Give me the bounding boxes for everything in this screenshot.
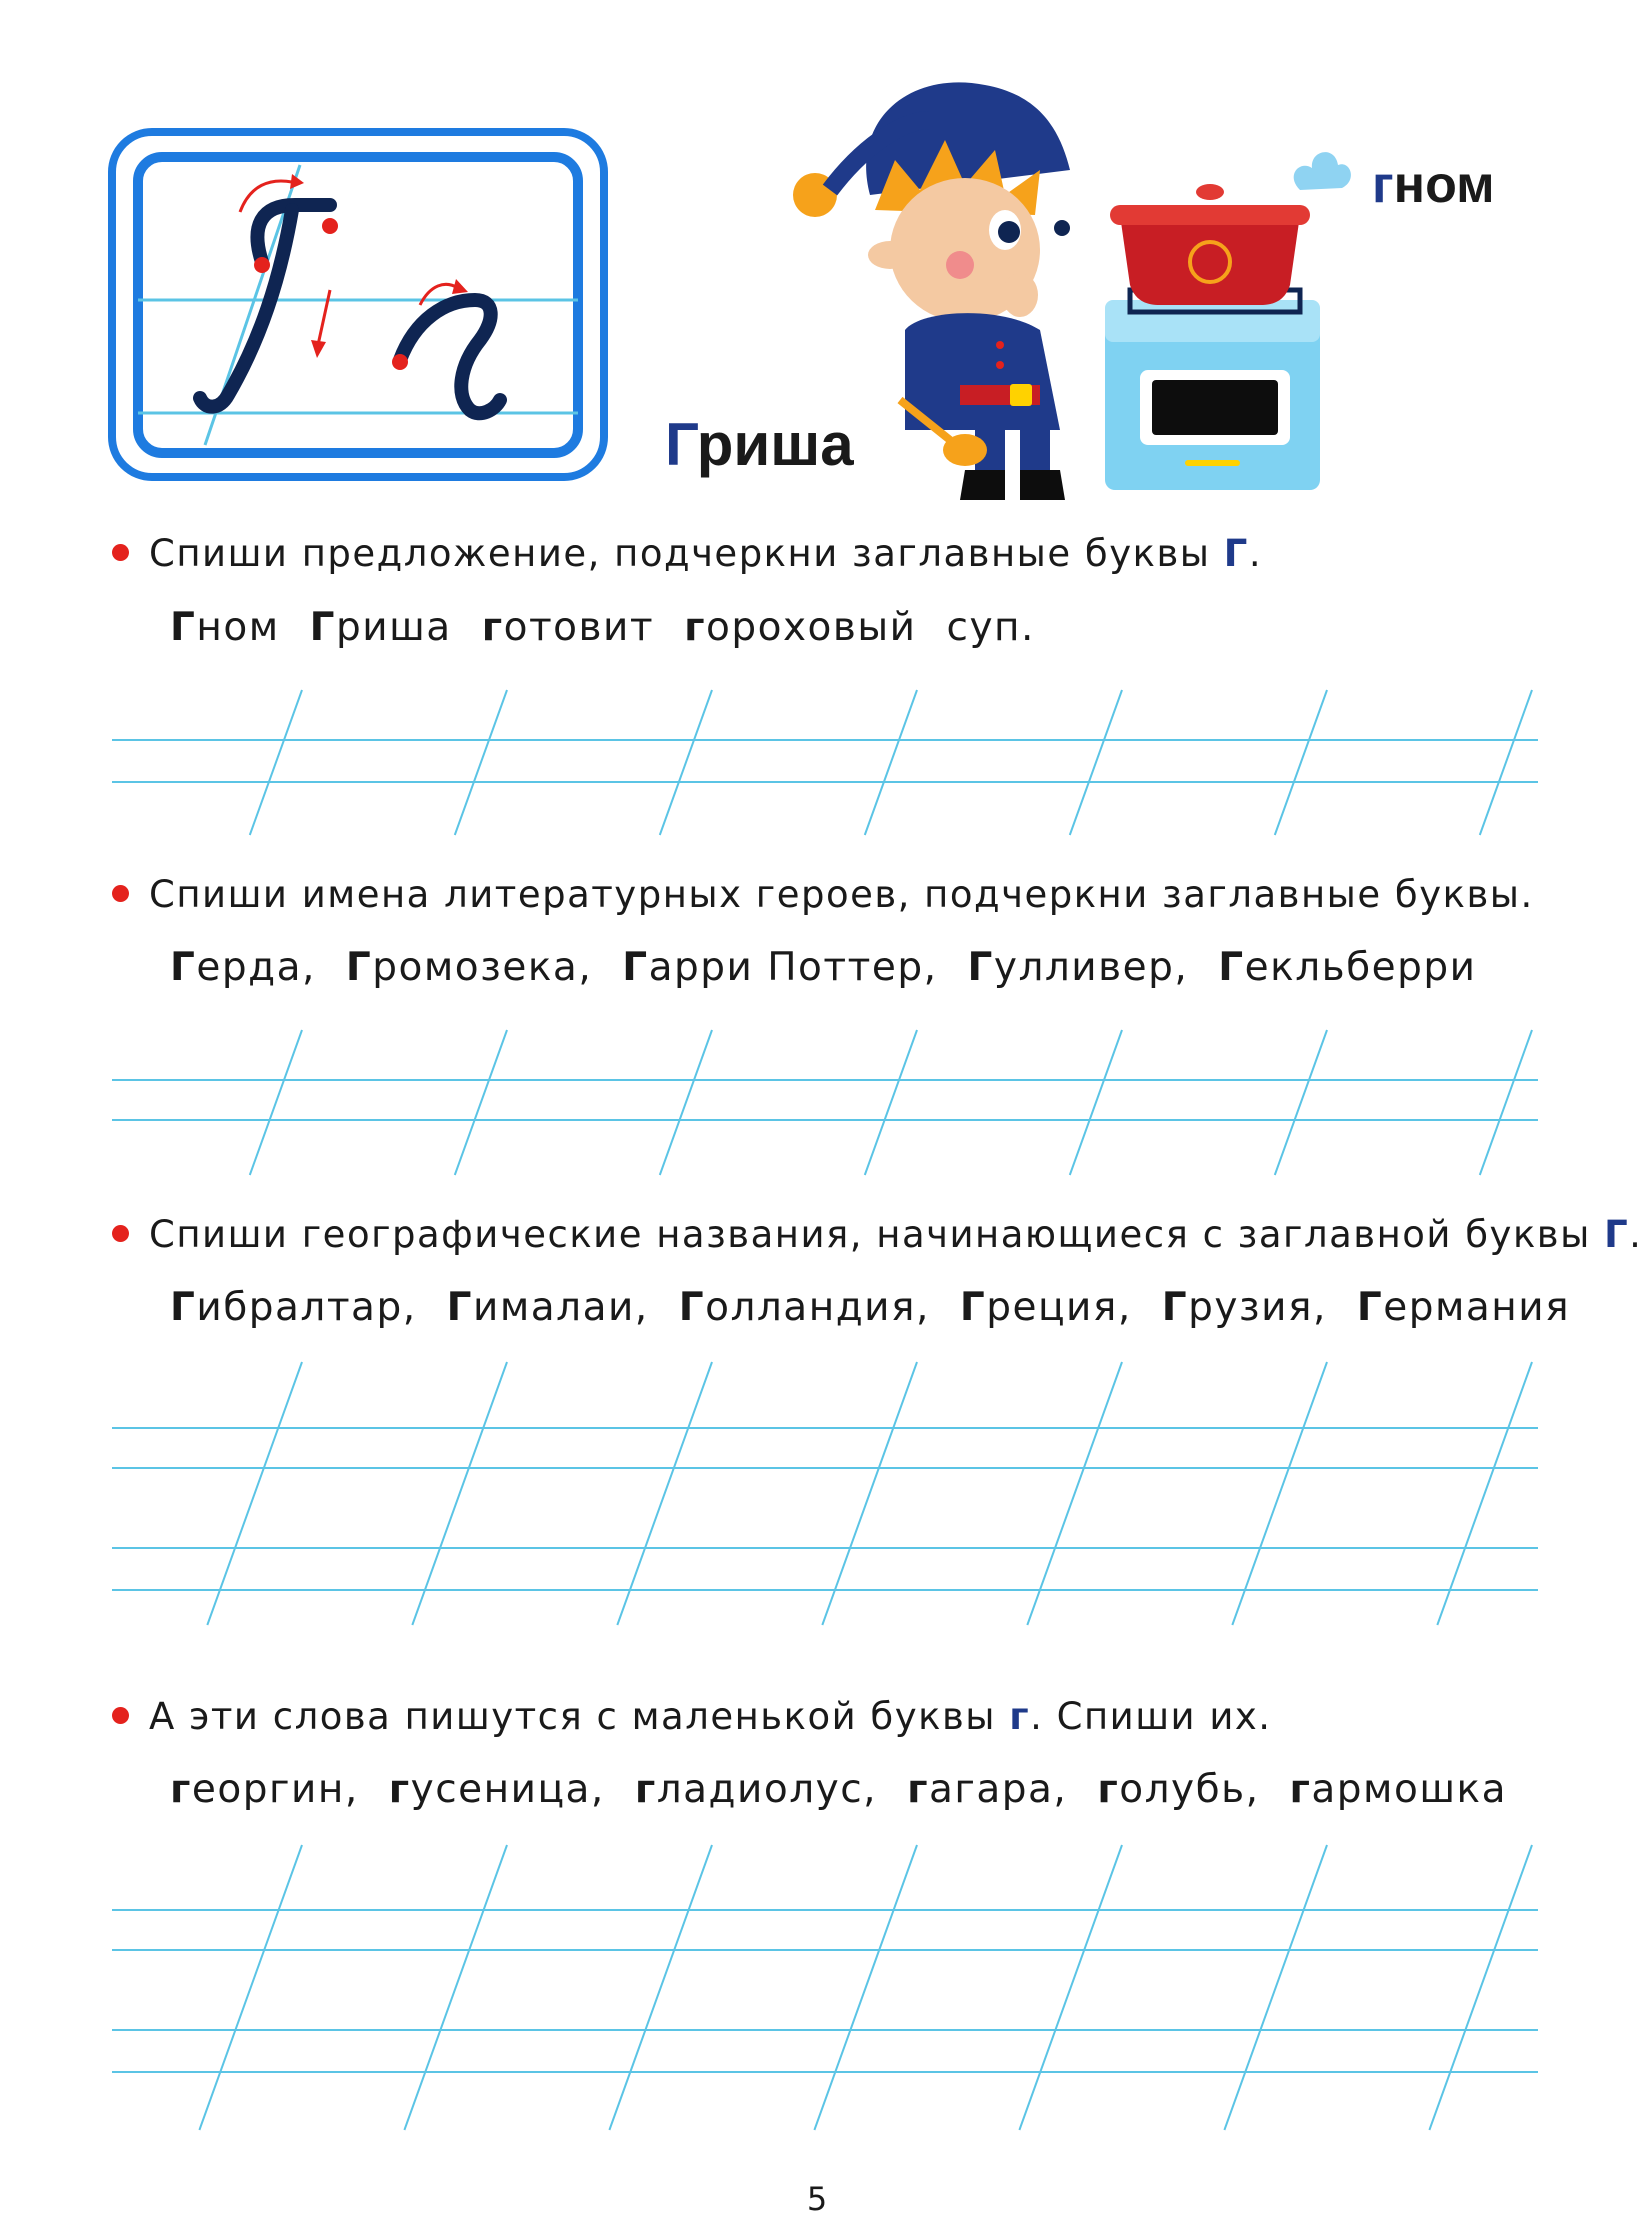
slant-line [1480,1030,1532,1175]
slant-line [1019,1845,1122,2130]
slant-line [1070,690,1122,835]
example-word: Герда, [170,945,316,990]
slant-line [660,690,712,835]
slant-line [455,1030,507,1175]
slant-line [822,1362,917,1625]
bullet-icon [112,885,129,902]
instruction-1: Спиши предложение, подчеркни заглавные буквы Г. [112,532,1262,575]
slant-line [609,1845,712,2130]
slant-line [865,1030,917,1175]
example-word: Грузия, [1161,1285,1327,1330]
slant-line [814,1845,917,2130]
example-word: Гарри Поттер, [622,945,938,990]
slant-line [1480,690,1532,835]
example-word: Гималаи, [446,1285,649,1330]
example-word: Греция, [959,1285,1132,1330]
slant-line [1275,1030,1327,1175]
example-words-4 [170,1767,1537,1812]
example-word: суп. [946,605,1035,650]
example-word: гладиолус, [634,1767,878,1812]
instruction-2: Спиши имена литературных героев, подчеркни заглавные буквы. [112,873,1534,916]
example-word: голубь, [1097,1767,1260,1812]
example-word: гармошка [1289,1767,1507,1812]
example-words-3 [170,1285,1600,1330]
slant-line [1437,1362,1532,1625]
slant-line [412,1362,507,1625]
bullet-icon [112,1225,129,1242]
slant-line [404,1845,507,2130]
name-label: Гриша [665,411,854,478]
example-word: гагара, [907,1767,1068,1812]
slant-line [199,1845,302,2130]
instruction-4: А эти слова пишутся с маленькой буквы г. Спиши их. [112,1695,1272,1738]
word-label: гном [1372,156,1495,214]
slant-line [455,690,507,835]
example-word: готовит [481,605,655,650]
slant-line [865,690,917,835]
slant-line [250,1030,302,1175]
example-word: Голландия, [678,1285,930,1330]
example-words-2 [170,945,1507,990]
slant-line [660,1030,712,1175]
example-word: Гном [170,605,280,650]
example-word: Гекльберри [1218,945,1477,990]
example-word: Громозека, [345,945,593,990]
slant-line [1027,1362,1122,1625]
example-word: гусеница, [388,1767,605,1812]
slant-line [1224,1845,1327,2130]
slant-line [1275,690,1327,835]
example-word: Гриша [309,605,452,650]
example-word: Гулливер, [967,945,1189,990]
example-word: георгин, [170,1767,359,1812]
slant-line [1070,1030,1122,1175]
example-word: гороховый [684,605,917,650]
example-word: Гибралтар, [170,1285,417,1330]
bullet-icon [112,1707,129,1724]
example-words-1 [170,605,1065,650]
bullet-icon [112,544,129,561]
slant-line [617,1362,712,1625]
slant-line [250,690,302,835]
slant-line [207,1362,302,1625]
instruction-3: Спиши географические названия, начинающиеся с заглавной буквы Г. [112,1213,1642,1256]
slant-line [1429,1845,1532,2130]
example-word: Германия [1356,1285,1571,1330]
page-number: 5 [806,2180,828,2218]
slant-line [1232,1362,1327,1625]
